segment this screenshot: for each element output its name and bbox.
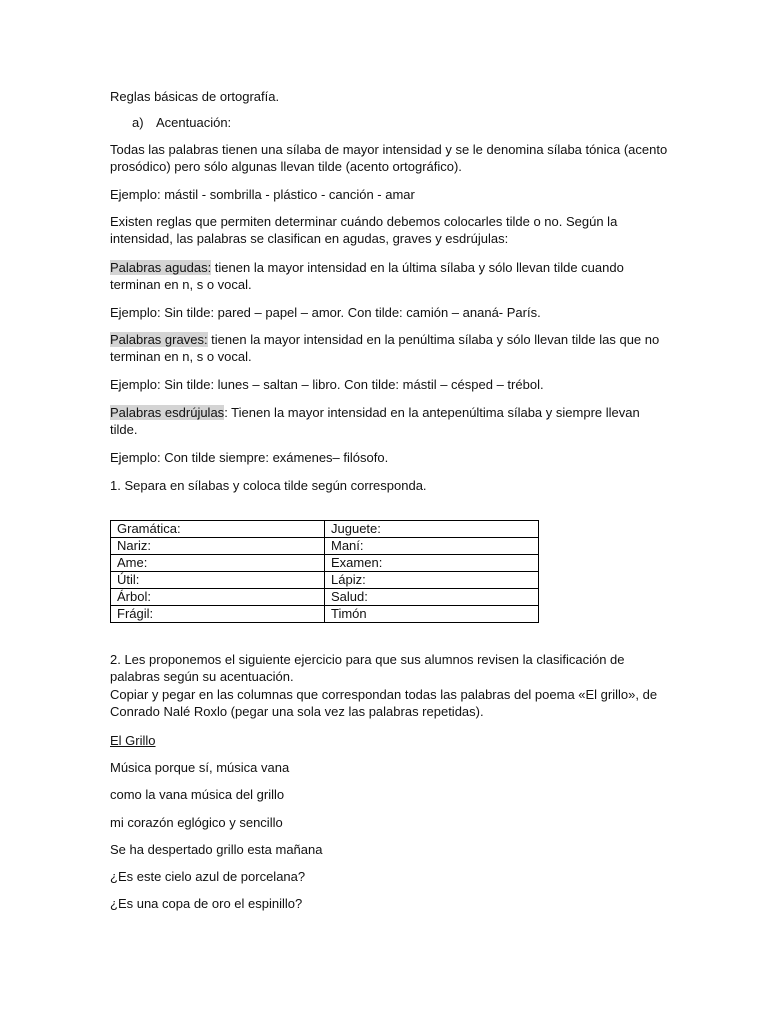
exercise-2-copy-instruction: Copiar y pegar en las columnas que correspondan todas las palabras del poema «El grillo», de Conrado Nalé Roxlo (pegar una sola vez las palabras repetidas). — [110, 687, 658, 719]
table-cell: Árbol: — [111, 589, 325, 606]
intro-example: Ejemplo: mástil - sombrilla - plástico - canción - amar — [110, 187, 415, 202]
table-cell: Juguete: — [325, 521, 539, 538]
intro-paragraph: Todas las palabras tienen una sílaba de mayor intensidad y se le denomina sílaba tónica (acento prosódico) pero sólo algunas llevan tilde (acento ortográfico). — [110, 142, 668, 174]
agudas-rule — [110, 259, 670, 293]
esdrujulas-definition: : Tienen la mayor intensidad en la antepenúltima sílaba y siempre llevan tilde. — [110, 405, 640, 437]
table-cell: Examen: — [325, 555, 539, 572]
table-cell: Frágil: — [111, 606, 325, 623]
table-cell: Gramática: — [111, 521, 325, 538]
graves-example: Ejemplo: Sin tilde: lunes – saltan – libro. Con tilde: mástil – césped – trébol. — [110, 377, 544, 392]
syllable-exercise-table — [110, 520, 539, 623]
table-row — [111, 538, 539, 555]
table-row — [111, 555, 539, 572]
exercise-2-instruction: 2. Les proponemos el siguiente ejercicio para que sus alumnos revisen la clasificación de palabras según su acentuación. — [110, 652, 625, 684]
section-a-title: Acentuación: — [156, 115, 232, 130]
poem-line: ¿Es una copa de oro el espinillo? — [110, 896, 303, 911]
table-cell: Útil: — [111, 572, 325, 589]
table-cell: Nariz: — [111, 538, 325, 555]
poem-line: Se ha despertado grillo esta mañana — [110, 842, 323, 857]
table-cell: Salud: — [325, 589, 539, 606]
rules-paragraph: Existen reglas que permiten determinar cuándo debemos colocarles tilde o no. Según la intensidad, las palabras se clasifican en agudas, graves y esdrújulas: — [110, 214, 618, 246]
table-row — [111, 572, 539, 589]
poem-title: El Grillo — [110, 733, 156, 748]
poem-line: Música porque sí, música vana — [110, 760, 290, 775]
section-a-marker: a) — [132, 115, 144, 130]
esdrujulas-rule — [110, 404, 670, 438]
poem-line: como la vana música del grillo — [110, 787, 285, 802]
table-row — [111, 606, 539, 623]
table-cell: Timón — [325, 606, 539, 623]
graves-rule — [110, 331, 670, 365]
graves-term: Palabras graves: — [110, 332, 208, 347]
poem-line: mi corazón eglógico y sencillo — [110, 815, 283, 830]
poem-line: ¿Es este cielo azul de porcelana? — [110, 869, 306, 884]
graves-definition: tienen la mayor intensidad en la penúltima sílaba y sólo llevan tilde las que no terminan en n, s o vocal. — [110, 332, 660, 364]
table-row — [111, 521, 539, 538]
esdrujulas-term: Palabras esdrújulas — [110, 405, 225, 420]
table-cell: Ame: — [111, 555, 325, 572]
agudas-definition: tienen la mayor intensidad en la última sílaba y sólo llevan tilde cuando terminan en n, s o vocal. — [110, 260, 624, 292]
agudas-example: Ejemplo: Sin tilde: pared – papel – amor. Con tilde: camión – ananá- París. — [110, 305, 541, 320]
table-cell: Lápiz: — [325, 572, 539, 589]
table-cell: Maní: — [325, 538, 539, 555]
table-row — [111, 589, 539, 606]
agudas-term: Palabras agudas: — [110, 260, 212, 275]
exercise-1-instruction: 1. Separa en sílabas y coloca tilde según corresponda. — [110, 478, 427, 493]
document-title: Reglas básicas de ortografía. — [110, 89, 280, 104]
esdrujulas-example: Ejemplo: Con tilde siempre: exámenes– filósofo. — [110, 450, 389, 465]
